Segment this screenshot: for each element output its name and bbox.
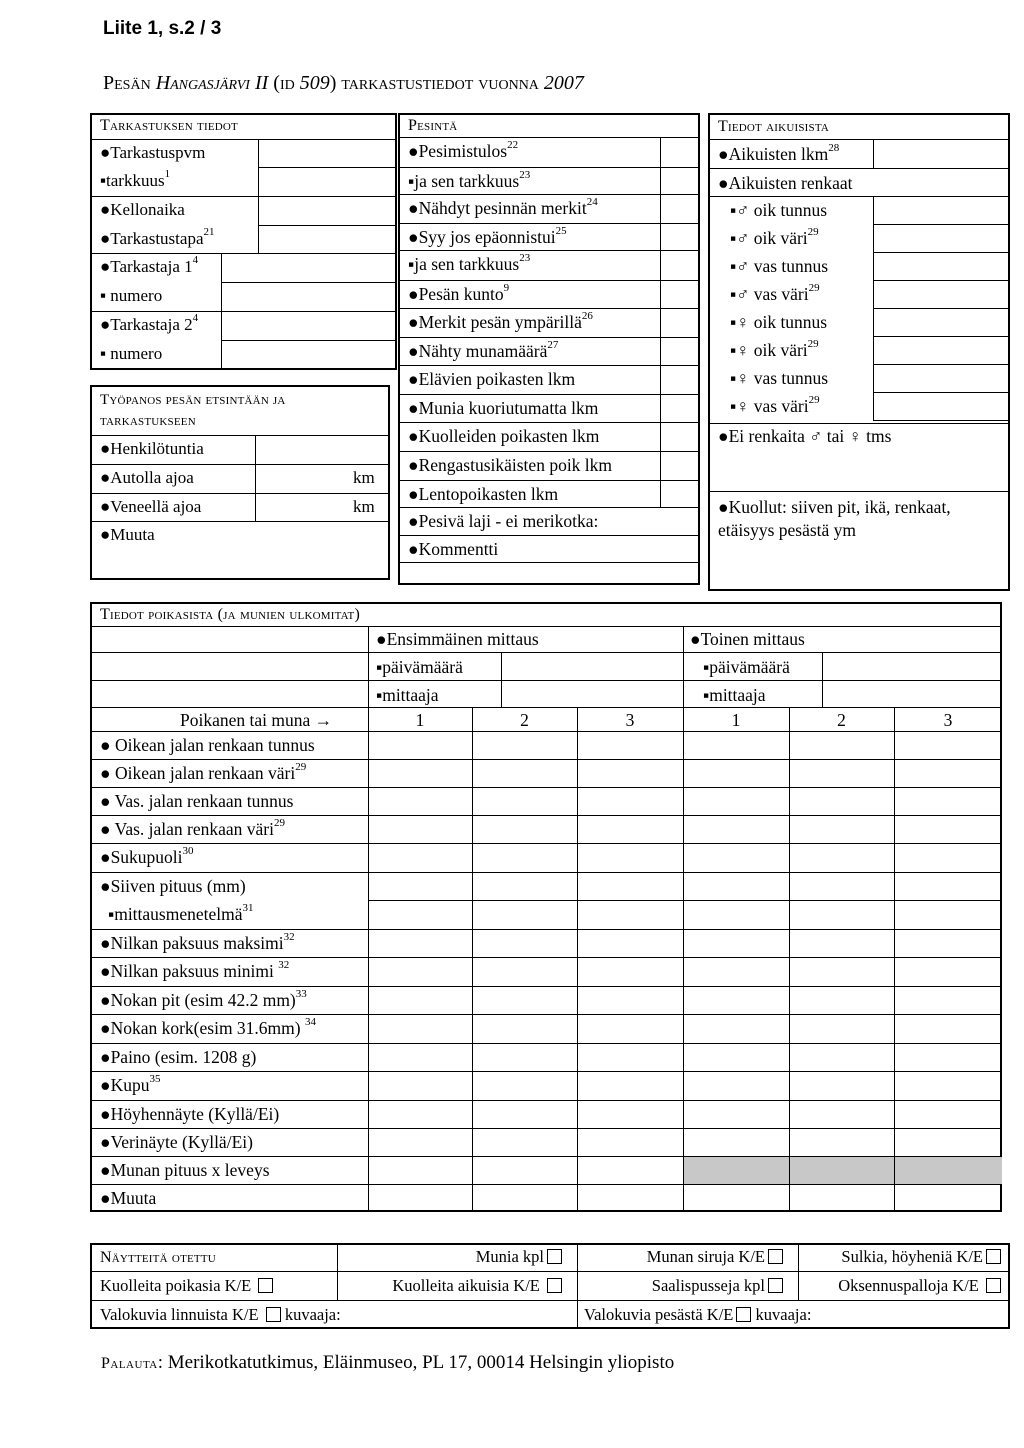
- tarkastus-label-5: ▪ numero: [100, 286, 163, 305]
- pesinta-label-4: ▪ja sen tarkkuus$^{23}$: [408, 252, 531, 274]
- poikaset-cell-4-0[interactable]: [369, 844, 472, 872]
- poikaset-cell-11-1[interactable]: [473, 1044, 577, 1071]
- first-measurer-input[interactable]: [501, 680, 683, 707]
- poikaset-cell-12-2[interactable]: [578, 1072, 683, 1100]
- poikaset-row-label-16: ●Muuta: [100, 1188, 157, 1208]
- aikuiset-dead-2: etäisyys pesästä ym: [718, 520, 857, 540]
- poikaset-cell-13-2[interactable]: [578, 1101, 683, 1128]
- sulkia[interactable]: Sulkia, höyheniä K/E: [841, 1246, 1001, 1268]
- poikaset-cell-8-2[interactable]: [578, 958, 683, 986]
- title-year: 2007: [543, 72, 584, 94]
- pesinta-label-6-footnote: 26: [581, 310, 593, 323]
- poikaset-cell-4-2[interactable]: [578, 844, 683, 872]
- aikuiset-input-5[interactable]: [873, 336, 1010, 364]
- poikaset-cell-13-5[interactable]: [895, 1101, 1002, 1128]
- second-measurer-input[interactable]: [822, 680, 1002, 707]
- pesinta-label-2-footnote: 24: [586, 196, 598, 209]
- aikuiset-input-2[interactable]: [873, 252, 1010, 280]
- aikuiset-row-2: ▪♂ vas tunnus: [730, 256, 829, 276]
- poikaset-cell-5-1[interactable]: [473, 873, 577, 900]
- poikaset-cell-0-3[interactable]: [684, 732, 789, 759]
- pesinta-label-2: ●Nähdyt pesinnän merkit$^{24}$: [408, 196, 598, 218]
- poikaset-cell-13-3[interactable]: [684, 1101, 789, 1128]
- poikaset-cell-14-2[interactable]: [578, 1129, 683, 1156]
- poikaset-row-label-5: ●Siiven pituus (mm): [100, 876, 246, 896]
- saalispusseja[interactable]: Saalispusseja kpl: [652, 1275, 783, 1297]
- poikaset-cell-13-1[interactable]: [473, 1101, 577, 1128]
- footer-text: : Merikotkatutkimus, Eläinmuseo, PL 17, 00014 Helsingin yliopisto: [157, 1352, 675, 1373]
- aikuiset-row-5-footnote: 29: [807, 338, 819, 351]
- pesinta-label-5-footnote: 9: [503, 282, 510, 295]
- aikuiset-count-label: ●Aikuisten lkm$^{28}$: [718, 142, 840, 164]
- poikaset-cell-7-1[interactable]: [473, 930, 577, 957]
- pesinta-label-7: ●Nähty munamäärä$^{27}$: [408, 339, 559, 361]
- tyopanos-heading-1: Työpanos pesän etsintään ja: [100, 392, 286, 408]
- munia-checkbox[interactable]: [547, 1249, 562, 1264]
- pesinta-label-14: ●Kommentti: [408, 539, 499, 559]
- column-header-3: 1: [731, 710, 741, 730]
- poikaset-cell-15-1[interactable]: [473, 1157, 577, 1184]
- poikaset-cell-12-3[interactable]: [684, 1072, 789, 1100]
- pesinta-label-1-footnote: 23: [519, 169, 531, 182]
- poikaset-cell-7-3[interactable]: [684, 930, 789, 957]
- pesinta-input-9[interactable]: [660, 394, 700, 422]
- poikaset-row-label-12-footnote: 35: [149, 1073, 161, 1086]
- pesinta-input-8[interactable]: [660, 365, 700, 394]
- pesinta-label-8: ●Elävien poikasten lkm: [408, 369, 576, 389]
- aikuiset-row-1-footnote: 29: [807, 226, 819, 239]
- aikuiset-no-rings: ●Ei renkaita ♂ tai ♀ tms: [718, 426, 892, 446]
- poikaset-cell-7-2[interactable]: [578, 930, 683, 957]
- poikaset-cell-10-3[interactable]: [684, 1015, 789, 1043]
- oksennus-checkbox[interactable]: [986, 1278, 1001, 1293]
- poikaset-cell-14-3[interactable]: [684, 1129, 789, 1156]
- poikaset-cell-10-2[interactable]: [578, 1015, 683, 1043]
- poikaset-cell-16-4[interactable]: [790, 1185, 894, 1212]
- poikaset-cell-11-4[interactable]: [790, 1044, 894, 1071]
- poikaset-cell-16-5[interactable]: [895, 1185, 1002, 1212]
- tarkastus-label-1-footnote: 1: [164, 168, 171, 181]
- poikaset-cell-5-4[interactable]: [790, 873, 894, 900]
- poikaset-cell-2-5[interactable]: [895, 788, 1002, 815]
- tarkastus-label-4-footnote: 4: [192, 254, 199, 267]
- tyopanos-unit-2: km: [353, 497, 375, 516]
- poikaset-cell-10-0[interactable]: [369, 1015, 472, 1043]
- tarkastus-label-3-footnote: 21: [203, 226, 215, 239]
- poikaset-cell-9-3[interactable]: [684, 987, 789, 1014]
- poikaset-cell-2-1[interactable]: [473, 788, 577, 815]
- tarkastus-label-2: ●Kellonaika: [100, 200, 185, 219]
- tarkastus-label-7: ▪ numero: [100, 344, 163, 363]
- poikaset-row-label-13: ●Höyhennäyte (Kyllä/Ei): [100, 1104, 280, 1124]
- poikaset-cell-3-1[interactable]: [473, 816, 577, 843]
- poikaset-cell-10-5[interactable]: [895, 1015, 1002, 1043]
- disabled-cells: [684, 1157, 1002, 1184]
- saalis-checkbox[interactable]: [768, 1278, 783, 1293]
- tarkastus-heading: Tarkastuksen tiedot: [100, 117, 238, 134]
- poikaset-row-label-1-footnote: 29: [295, 761, 307, 774]
- valokuvia-linnuista[interactable]: Valokuvia linnuista K/E kuvaaja:: [100, 1305, 341, 1324]
- aikuiset-row-1: ▪♂ oik väri$^{29}$: [730, 226, 819, 248]
- aikuiset-row-4: ▪♀ oik tunnus: [730, 312, 828, 332]
- page-label: Liite 1, s.2 / 3: [103, 18, 222, 39]
- poikaset-cell-9-2[interactable]: [578, 987, 683, 1014]
- poikaset-cell-16-0[interactable]: [369, 1185, 472, 1212]
- poikaset-cell-5-2[interactable]: [578, 873, 683, 900]
- pesinta-input-6[interactable]: [660, 308, 700, 337]
- tyopanos-unit-1: km: [353, 468, 375, 487]
- aikuiset-row-3-footnote: 29: [808, 282, 820, 295]
- poikaset-row-label-0: ● Oikean jalan renkaan tunnus: [100, 735, 315, 755]
- poikaset-cell-4-3[interactable]: [684, 844, 789, 872]
- pesinta-label-1: ▪ja sen tarkkuus$^{23}$: [408, 169, 531, 191]
- poikaset-cell-14-1[interactable]: [473, 1129, 577, 1156]
- aikuiset-input-4[interactable]: [873, 308, 1010, 336]
- poikaset-cell-0-4[interactable]: [790, 732, 894, 759]
- poikaset-cell-14-0[interactable]: [369, 1129, 472, 1156]
- pesinta-label-13: ●Pesivä laji - ei merikotka:: [408, 511, 599, 531]
- poikaset-cell-8-0[interactable]: [369, 958, 472, 986]
- aikuiset-input-6[interactable]: [873, 364, 1010, 392]
- poikaset-cell-1-5[interactable]: [895, 760, 1002, 787]
- aikuiset-input-1[interactable]: [873, 224, 1010, 252]
- poikaset-cell-7-4[interactable]: [790, 930, 894, 957]
- poikaset-row-label-7-footnote: 32: [283, 931, 295, 944]
- aikuiset-row-5: ▪♀ oik väri$^{29}$: [730, 338, 819, 360]
- tyopanos-label-2: ●Veneellä ajoa: [100, 497, 202, 516]
- aikuiset-dead-1: ●Kuollut: siiven pit, ikä, renkaat,: [718, 497, 951, 517]
- pesinta-label-0-footnote: 22: [507, 139, 519, 152]
- poikaset-cell-1-1[interactable]: [473, 760, 577, 787]
- poikaset-cell-2-4[interactable]: [790, 788, 894, 815]
- tyopanos-label-1: ●Autolla ajoa: [100, 468, 194, 487]
- poikaset-cell-2-0[interactable]: [369, 788, 472, 815]
- poikaset-row-label-8: ●Nilkan paksuus minimi $^{32}$: [100, 959, 290, 981]
- aikuiset-row-3: ▪♂ vas väri$^{29}$: [730, 282, 820, 304]
- poikaset-cell-6-1[interactable]: [473, 901, 577, 929]
- pesinta-input-5[interactable]: [660, 280, 700, 308]
- poikaset-cell-2-2[interactable]: [578, 788, 683, 815]
- valokuvia-pesasta[interactable]: Valokuvia pesästä K/E kuvaaja:: [584, 1305, 812, 1324]
- poikaset-cell-4-5[interactable]: [895, 844, 1002, 872]
- poikaset-cell-3-2[interactable]: [578, 816, 683, 843]
- title-place: Hangasjärvi II: [155, 72, 269, 94]
- pesinta-label-9: ●Munia kuoriutumatta lkm: [408, 398, 599, 418]
- poikaset-cell-6-3[interactable]: [684, 901, 789, 929]
- tarkastus-label-4: ●Tarkastaja $1^4$: [100, 254, 199, 276]
- tyopanos-label-3: ●Muuta: [100, 525, 155, 544]
- first-measurement-label: ●Ensimmäinen mittaus: [376, 629, 539, 649]
- title-id: 509: [299, 72, 330, 94]
- tarkastus-input-0[interactable]: [258, 139, 397, 167]
- poikaset-cell-1-4[interactable]: [790, 760, 894, 787]
- poikaset-row-label-10-footnote: 34: [304, 1016, 316, 1029]
- poikaset-cell-16-3[interactable]: [684, 1185, 789, 1212]
- aikuiset-input-7[interactable]: [873, 392, 1010, 420]
- tarkastus-input-6[interactable]: [221, 311, 397, 340]
- aikuiset-count-input[interactable]: [873, 139, 1010, 168]
- tarkastus-input-3[interactable]: [258, 225, 397, 253]
- aikuiset-row-7-footnote: 29: [808, 394, 820, 407]
- tarkastus-input-1[interactable]: [258, 167, 397, 196]
- kuolleet-poik-checkbox[interactable]: [258, 1278, 273, 1293]
- aikuiset-row-7: ▪♀ vas väri$^{29}$: [730, 394, 820, 416]
- poikaset-cell-9-0[interactable]: [369, 987, 472, 1014]
- naytteet-heading: Näytteitä otettu: [100, 1249, 216, 1266]
- pesinta-label-5: ●Pesän kunto$^9$: [408, 282, 510, 304]
- pesinta-input-4[interactable]: [660, 250, 700, 280]
- kuolleet-aik-checkbox[interactable]: [547, 1278, 562, 1293]
- tarkastus-label-6-footnote: 4: [192, 312, 199, 325]
- pesinta-label-3: ●Syy jos epäonnistui$^{25}$: [408, 225, 567, 247]
- tyopanos-input-0[interactable]: [255, 435, 390, 464]
- poikaset-row-label-10: ●Nokan kork(esim 31.6mm) $^{34}$: [100, 1016, 316, 1038]
- poikaset-row-label-9: ●Nokan pit (esim 42.2 mm)$^{33}$: [100, 988, 307, 1010]
- poikaset-cell-6-2[interactable]: [578, 901, 683, 929]
- poikaset-row-label-3-footnote: 29: [274, 817, 286, 830]
- poikaset-cell-4-4[interactable]: [790, 844, 894, 872]
- poikaset-row-label-6: ▪mittausmenetelmä$^{31}$: [108, 902, 254, 924]
- second-measurement-label: ●Toinen mittaus: [690, 629, 805, 649]
- poikaset-cell-3-0[interactable]: [369, 816, 472, 843]
- poikaset-cell-8-4[interactable]: [790, 958, 894, 986]
- column-header-2: 3: [625, 710, 635, 730]
- aikuiset-rings-label: ●Aikuisten renkaat: [718, 173, 853, 193]
- poikaset-row-label-2: ● Vas. jalan renkaan tunnus: [100, 791, 294, 811]
- pesinta-label-12: ●Lentopoikasten lkm: [408, 484, 559, 504]
- poikaset-cell-13-4[interactable]: [790, 1101, 894, 1128]
- footer-label: Palauta: [101, 1355, 158, 1372]
- poikaset-cell-5-3[interactable]: [684, 873, 789, 900]
- second-date-input[interactable]: [822, 652, 1002, 680]
- column-header-4: 2: [837, 710, 846, 730]
- poikaset-cell-6-5[interactable]: [895, 901, 1002, 929]
- poikaset-heading: Tiedot poikasista (ja munien ulkomitat): [100, 606, 361, 623]
- first-date-label: ▪päivämäärä: [376, 657, 463, 677]
- column-header-1: 2: [520, 710, 529, 730]
- poikaset-row-label-9-footnote: 33: [295, 988, 307, 1001]
- aikuiset-count-label-footnote: 28: [828, 142, 840, 155]
- poikaset-row-label-8-footnote: 32: [278, 959, 290, 972]
- poikaset-row-label-4: ●Sukupuoli$^{30}$: [100, 845, 194, 867]
- poikaset-cell-9-4[interactable]: [790, 987, 894, 1014]
- column-label: Poikanen tai muna →: [180, 710, 333, 730]
- poikaset-cell-3-4[interactable]: [790, 816, 894, 843]
- tarkastus-input-2[interactable]: [258, 196, 397, 225]
- poikaset-cell-3-3[interactable]: [684, 816, 789, 843]
- pesinta-input-2[interactable]: [660, 194, 700, 223]
- poikaset-cell-9-1[interactable]: [473, 987, 577, 1014]
- poikaset-cell-8-3[interactable]: [684, 958, 789, 986]
- tarkastus-label-0: ●Tarkastuspvm: [100, 143, 206, 162]
- poikaset-cell-11-2[interactable]: [578, 1044, 683, 1071]
- pesinta-input-11[interactable]: [660, 451, 700, 480]
- poikaset-cell-0-0[interactable]: [369, 732, 472, 759]
- first-measurer-label: ▪mittaaja: [376, 685, 439, 705]
- poikaset-cell-7-0[interactable]: [369, 930, 472, 957]
- aikuiset-input-0[interactable]: [873, 196, 1010, 224]
- aikuiset-input-3[interactable]: [873, 280, 1010, 308]
- poikaset-cell-12-5[interactable]: [895, 1072, 1002, 1100]
- tarkastus-label-6: ●Tarkastaja $2^4$: [100, 312, 199, 334]
- poikaset-cell-6-0[interactable]: [369, 901, 472, 929]
- pesinta-input-12[interactable]: [660, 480, 700, 507]
- poikaset-cell-16-2[interactable]: [578, 1185, 683, 1212]
- second-measurer-label: ▪mittaaja: [703, 685, 766, 705]
- pesinta-input-7[interactable]: [660, 337, 700, 365]
- first-date-input[interactable]: [501, 652, 683, 680]
- poikaset-cell-7-5[interactable]: [895, 930, 1002, 957]
- poikaset-row-label-11: ●Paino (esim. 1208 g): [100, 1047, 257, 1067]
- poikaset-cell-4-1[interactable]: [473, 844, 577, 872]
- poikaset-row-label-6-footnote: 31: [242, 902, 254, 915]
- poikaset-cell-15-0[interactable]: [369, 1157, 472, 1184]
- title-part-1: Pesän: [103, 72, 156, 94]
- poikaset-row-label-12: ●Kupu$^{35}$: [100, 1073, 161, 1095]
- title-part-3: ) tarkastustiedot vuonna: [329, 72, 544, 94]
- poikaset-cell-12-4[interactable]: [790, 1072, 894, 1100]
- poikaset-cell-9-5[interactable]: [895, 987, 1002, 1014]
- column-header-0: 1: [415, 710, 425, 730]
- aikuiset-heading: Tiedot aikuisista: [718, 118, 830, 135]
- column-header-5: 3: [943, 710, 953, 730]
- pesinta-label-6: ●Merkit pesän ympärillä$^{26}$: [408, 310, 593, 332]
- poikaset-cell-12-0[interactable]: [369, 1072, 472, 1100]
- poikaset-cell-8-5[interactable]: [895, 958, 1002, 986]
- munan-siruja[interactable]: Munan siruja K/E: [647, 1246, 783, 1268]
- poikaset-row-label-7: ●Nilkan paksuus maksimi$^{32}$: [100, 931, 295, 953]
- valok-pesa-checkbox[interactable]: [736, 1307, 751, 1322]
- second-date-label: ▪päivämäärä: [703, 657, 790, 677]
- poikaset-cell-11-0[interactable]: [369, 1044, 472, 1071]
- poikaset-cell-2-3[interactable]: [684, 788, 789, 815]
- poikaset-cell-10-4[interactable]: [790, 1015, 894, 1043]
- title-part-2: (id: [268, 72, 300, 94]
- pesinta-input-10[interactable]: [660, 422, 700, 451]
- tarkastus-input-7[interactable]: [221, 340, 397, 368]
- pesinta-label-3-footnote: 25: [555, 225, 567, 238]
- poikaset-cell-3-5[interactable]: [895, 816, 1002, 843]
- poikaset-cell-5-0[interactable]: [369, 873, 472, 900]
- poikaset-cell-10-1[interactable]: [473, 1015, 577, 1043]
- kuolleita-poikasia[interactable]: Kuolleita poikasia K/E: [100, 1275, 273, 1297]
- munia-kpl[interactable]: Munia kpl: [476, 1246, 562, 1268]
- poikaset-cell-16-1[interactable]: [473, 1185, 577, 1212]
- footer: [101, 1352, 674, 1375]
- poikaset-row-label-15: ●Munan pituus x leveys: [100, 1160, 270, 1180]
- poikaset-cell-11-3[interactable]: [684, 1044, 789, 1071]
- aikuiset-row-0: ▪♂ oik tunnus: [730, 200, 828, 220]
- poikaset-cell-14-4[interactable]: [790, 1129, 894, 1156]
- tyopanos-label-0: ●Henkilötuntia: [100, 439, 204, 458]
- siruja-checkbox[interactable]: [768, 1249, 783, 1264]
- poikaset-cell-13-0[interactable]: [369, 1101, 472, 1128]
- tarkastus-label-3: ●Tarkastustapa$^{21}$: [100, 226, 215, 248]
- tarkastus-input-4[interactable]: [221, 253, 397, 282]
- tarkastus-label-1: ▪tarkkuus$^1$: [100, 168, 171, 190]
- poikaset-row-label-4-footnote: 30: [182, 845, 194, 858]
- poikaset-row-label-3: ● Vas. jalan renkaan väri$^{29}$: [100, 817, 286, 839]
- oksennuspalloja[interactable]: Oksennuspalloja K/E: [838, 1275, 1001, 1297]
- pesinta-label-11: ●Rengastusikäisten poik lkm: [408, 455, 613, 475]
- sulkia-checkbox[interactable]: [986, 1249, 1001, 1264]
- pesinta-label-7-footnote: 27: [547, 339, 559, 352]
- poikaset-cell-14-5[interactable]: [895, 1129, 1002, 1156]
- tyopanos-heading-2: tarkastukseen: [100, 413, 196, 429]
- poikaset-cell-15-2[interactable]: [578, 1157, 683, 1184]
- tarkastus-input-5[interactable]: [221, 282, 397, 311]
- poikaset-cell-0-2[interactable]: [578, 732, 683, 759]
- poikaset-cell-1-0[interactable]: [369, 760, 472, 787]
- poikaset-cell-11-5[interactable]: [895, 1044, 1002, 1071]
- aikuiset-row-6: ▪♀ vas tunnus: [730, 368, 829, 388]
- pesinta-input-0[interactable]: [660, 137, 700, 167]
- poikaset-cell-0-1[interactable]: [473, 732, 577, 759]
- pesinta-label-0: ●Pesimistulos$^{22}$: [408, 139, 519, 161]
- poikaset-row-label-14: ●Verinäyte (Kyllä/Ei): [100, 1132, 253, 1152]
- poikaset-cell-8-1[interactable]: [473, 958, 577, 986]
- page-title: [103, 72, 584, 95]
- poikaset-cell-6-4[interactable]: [790, 901, 894, 929]
- kuolleita-aikuisia[interactable]: Kuolleita aikuisia K/E: [392, 1275, 562, 1297]
- valok-linnut-checkbox[interactable]: [266, 1307, 281, 1322]
- poikaset-cell-1-2[interactable]: [578, 760, 683, 787]
- poikaset-row-label-1: ● Oikean jalan renkaan väri$^{29}$: [100, 761, 307, 783]
- pesinta-input-3[interactable]: [660, 223, 700, 250]
- poikaset-cell-0-5[interactable]: [895, 732, 1002, 759]
- pesinta-heading: Pesintä: [408, 117, 458, 134]
- poikaset-cell-1-3[interactable]: [684, 760, 789, 787]
- pesinta-input-1[interactable]: [660, 167, 700, 194]
- poikaset-cell-12-1[interactable]: [473, 1072, 577, 1100]
- poikaset-cell-5-5[interactable]: [895, 873, 1002, 900]
- pesinta-label-4-footnote: 23: [519, 252, 531, 265]
- pesinta-label-10: ●Kuolleiden poikasten lkm: [408, 426, 600, 446]
